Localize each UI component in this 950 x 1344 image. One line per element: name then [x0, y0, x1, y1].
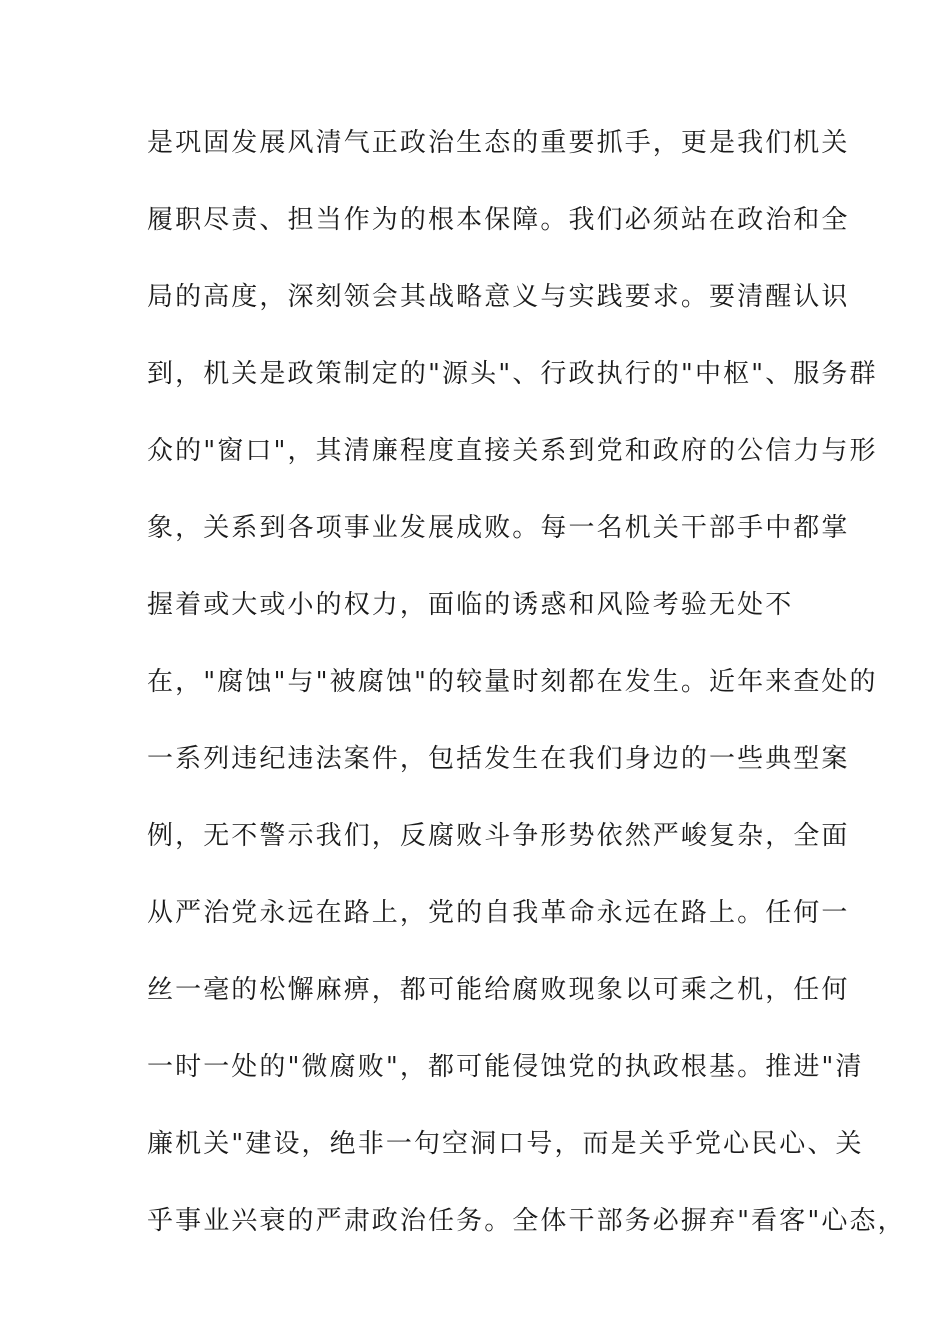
text-line: 是巩固发展风清气正政治生态的重要抓手，更是我们机关	[147, 128, 850, 158]
text-line: 履职尽责、担当作为的根本保障。我们必须站在政治和全	[147, 205, 850, 235]
text-line: 握着或大或小的权力，面临的诱惑和风险考验无处不	[147, 590, 794, 620]
text-line: 例，无不警示我们，反腐败斗争形势依然严峻复杂，全面	[147, 821, 850, 851]
text-line: 从严治党永远在路上，党的自我革命永远在路上。任何一	[147, 898, 850, 928]
text-line: 廉机关"建设，绝非一句空洞口号，而是关乎党心民心、关	[147, 1129, 864, 1159]
text-line: 在，"腐蚀"与"被腐蚀"的较量时刻都在发生。近年来查处的	[147, 667, 878, 697]
text-line: 丝一毫的松懈麻痹，都可能给腐败现象以可乘之机，任何	[147, 975, 850, 1005]
body-text	[147, 124, 906, 1279]
text-line: 一时一处的"微腐败"，都可能侵蚀党的执政根基。推进"清	[147, 1052, 864, 1082]
text-line: 到，机关是政策制定的"源头"、行政执行的"中枢"、服务群	[147, 359, 878, 389]
text-line: 一系列违纪违法案件，包括发生在我们身边的一些典型案	[147, 744, 850, 774]
text-line: 局的高度，深刻领会其战略意义与实践要求。要清醒认识	[147, 282, 850, 312]
text-line: 象，关系到各项事业发展成败。每一名机关干部手中都掌	[147, 513, 850, 543]
text-line: 乎事业兴衰的严肃政治任务。全体干部务必摒弃"看客"心态，	[147, 1206, 906, 1236]
text-line: 众的"窗口"，其清廉程度直接关系到党和政府的公信力与形	[147, 436, 878, 466]
